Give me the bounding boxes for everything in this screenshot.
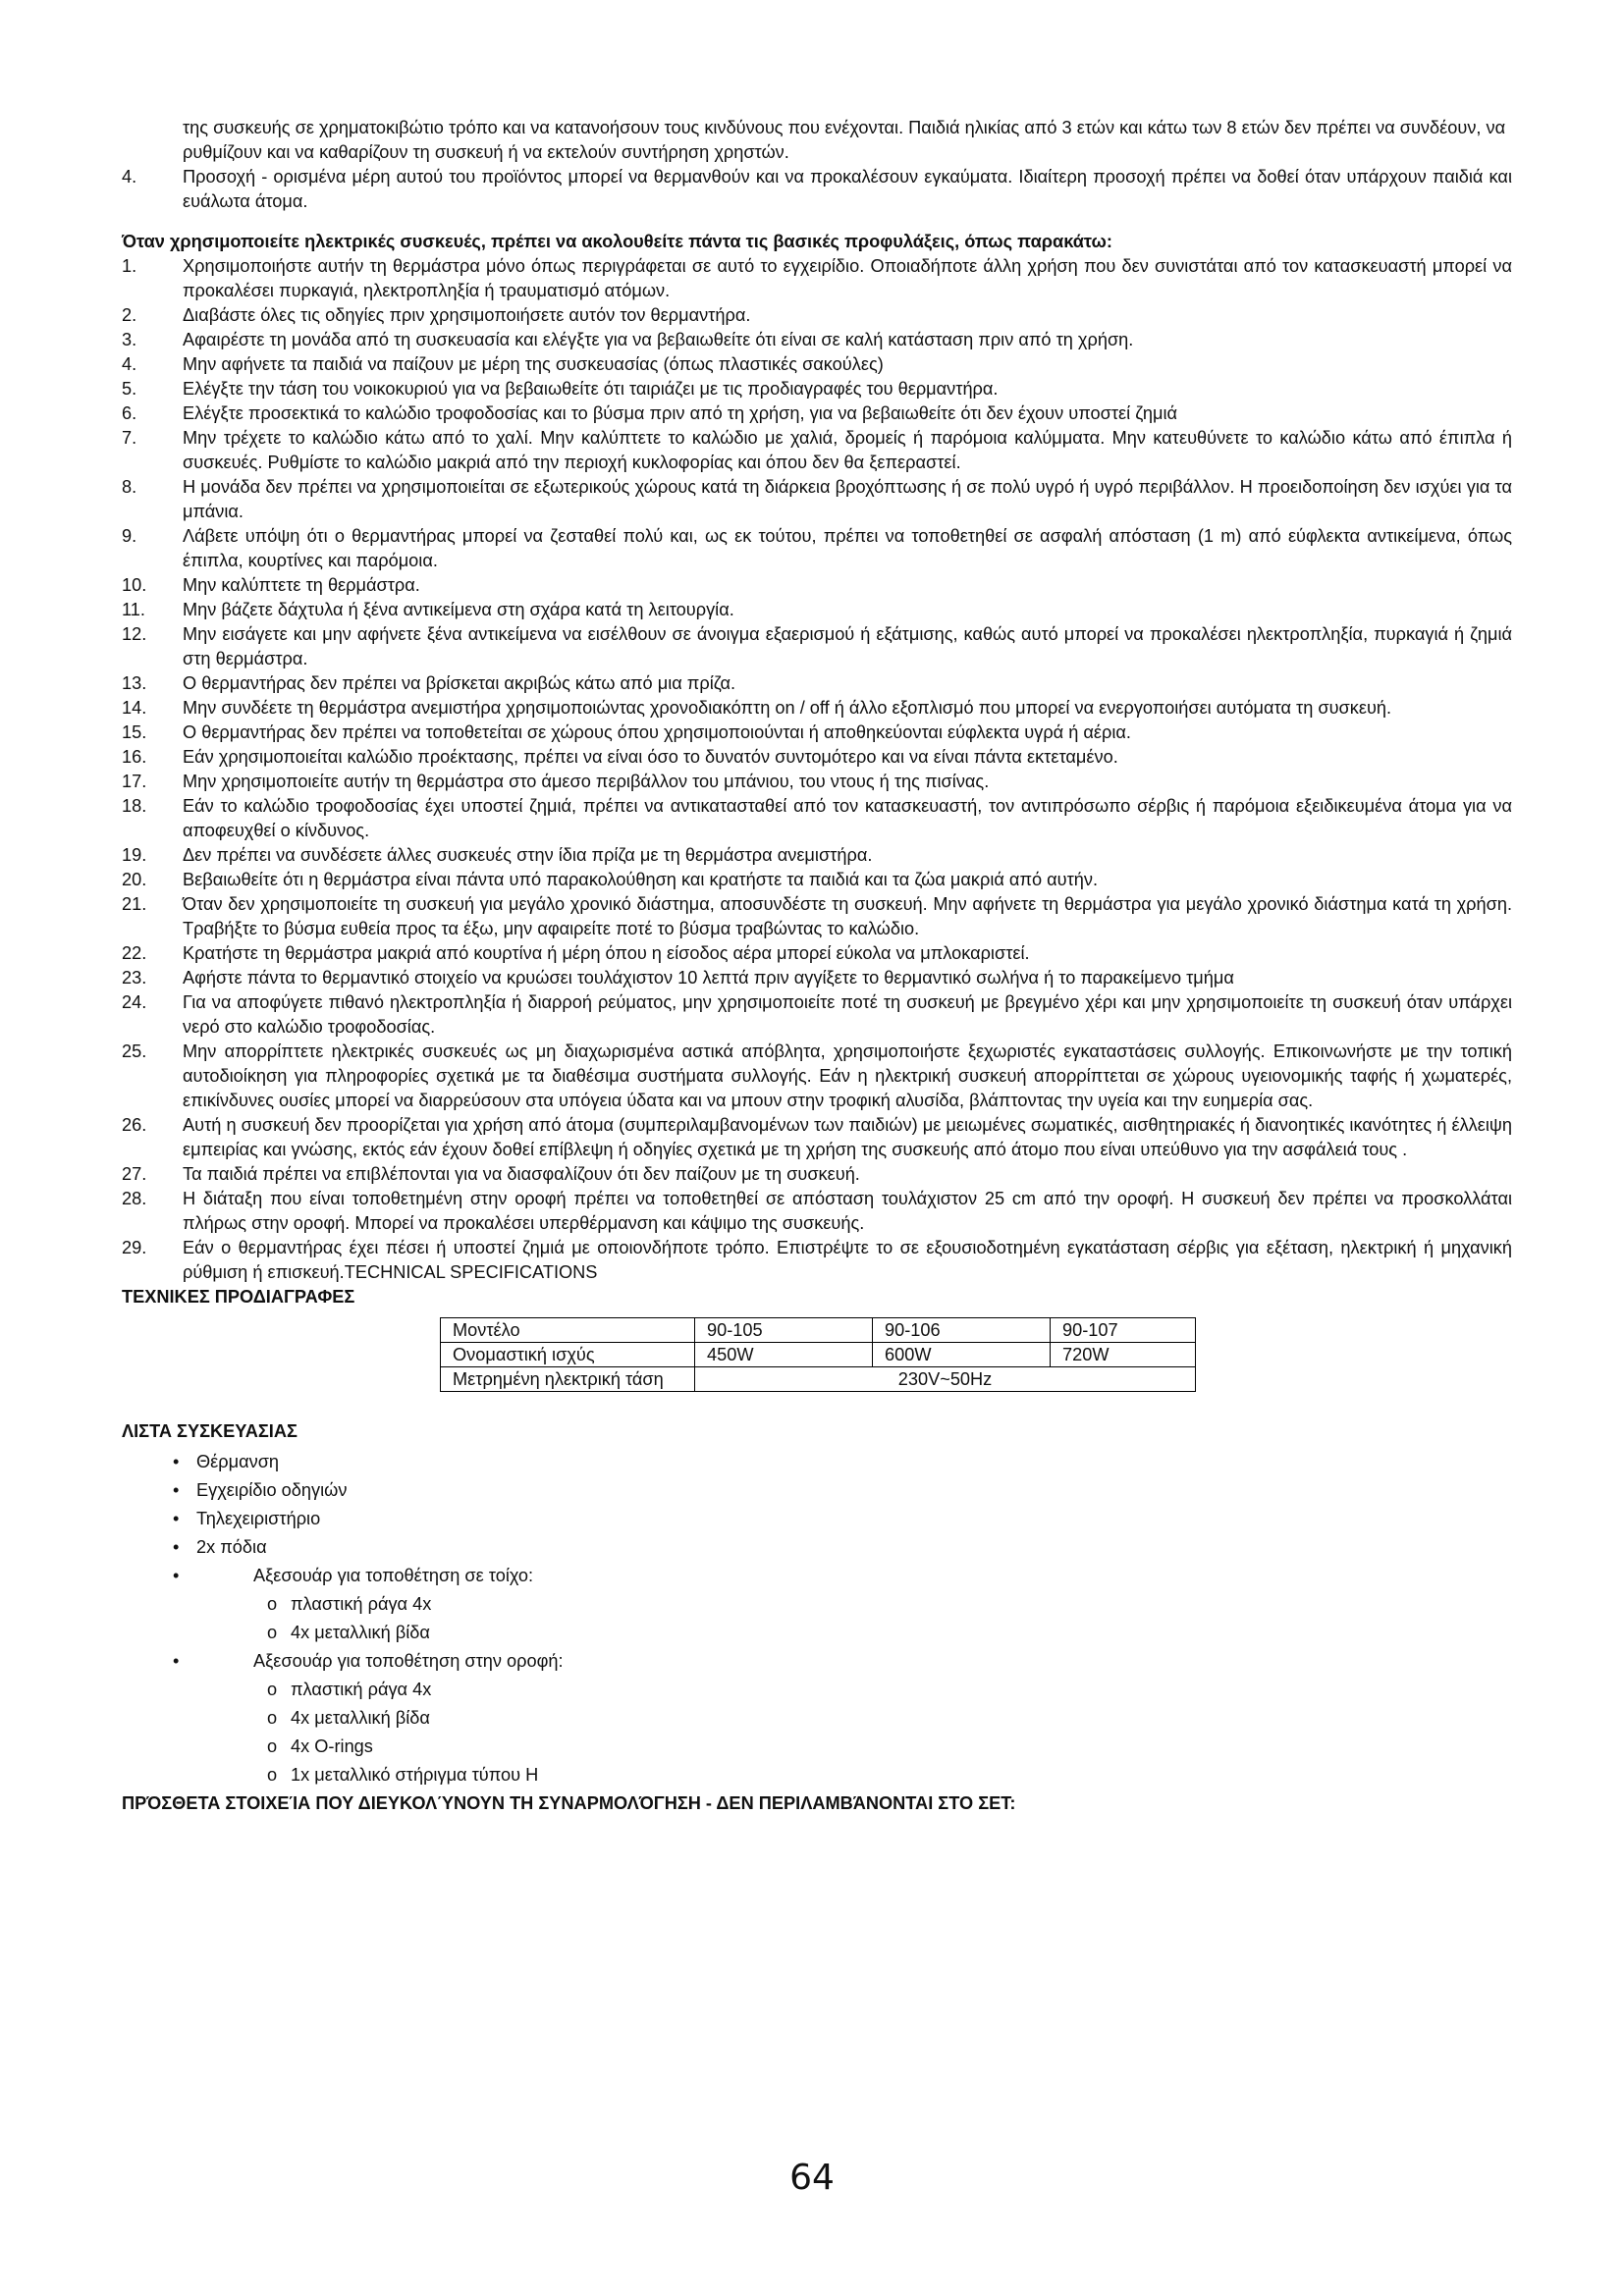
item-text: Ο θερμαντήρας δεν πρέπει να βρίσκεται ακριβώς κάτω από μια πρίζα. bbox=[183, 673, 736, 693]
item-text: Μην αφήνετε τα παιδιά να παίζουν με μέρη της συσκευασίας (όπως πλαστικές σακούλες) bbox=[183, 354, 884, 374]
sub-item: o 4x μεταλλική βίδα bbox=[267, 1619, 1512, 1647]
circle-bullet-icon: o bbox=[267, 1736, 278, 1756]
item-number: 24. bbox=[122, 992, 147, 1012]
safety-item bbox=[122, 401, 1512, 426]
item-number: 21. bbox=[122, 894, 147, 914]
item-text: Εάν το καλώδιο τροφοδοσίας έχει υποστεί ζημιά, πρέπει να αντικατασταθεί από τον κατασκευαστή, τον αντιπρόσωπο σέρβις ή παρόμοια εξειδικευμένα άτομα για να αποφευχθεί ο κίνδυνος. bbox=[183, 796, 1512, 840]
safety-item bbox=[122, 696, 1512, 721]
wall-sublist bbox=[122, 1590, 1512, 1647]
safety-item bbox=[122, 524, 1512, 573]
item-number: 9. bbox=[122, 526, 137, 546]
item-text: Μην καλύπτετε τη θερμάστρα. bbox=[183, 575, 420, 595]
spec-row-power bbox=[441, 1343, 1196, 1367]
item-text: Ελέγξτε προσεκτικά το καλώδιο τροφοδοσίας και το βύσμα πριν από τη χρήση, για να βεβαιωθείτε ότι δεν έχουν υποστεί ζημιά bbox=[183, 403, 1178, 423]
item-number: 26. bbox=[122, 1115, 147, 1135]
spec-model-2: 90-106 bbox=[873, 1318, 1051, 1343]
spec-model-3: 90-107 bbox=[1051, 1318, 1196, 1343]
packing-item: • Θέρμανση bbox=[173, 1448, 1512, 1476]
item-number: 1. bbox=[122, 256, 137, 276]
bullet-icon: • bbox=[173, 1509, 180, 1528]
safety-item bbox=[122, 1113, 1512, 1162]
item-text: Μην τρέχετε το καλώδιο κάτω από το χαλί. Μην καλύπτετε το καλώδιο με χαλιά, δρομείς ή παρόμοια καλύμματα. Μην κατευθύνετε το καλώδιο κάτω από έπιπλα ή συσκευές. Ρυθμίστε το καλώδιο μακριά από την περιοχή κυκλοφορίας και όπου δεν θα ξεπεραστεί. bbox=[183, 428, 1512, 472]
bullet-icon: • bbox=[173, 1566, 180, 1585]
sub-item: o 1x μεταλλικό στήριγμα τύπου H bbox=[267, 1761, 1512, 1789]
bullet-icon: • bbox=[173, 1452, 180, 1471]
circle-bullet-icon: o bbox=[267, 1594, 278, 1614]
safety-item bbox=[122, 328, 1512, 352]
item-text: Αυτή η συσκευή δεν προορίζεται για χρήση από άτομα (συμπεριλαμβανομένων των παιδιών) με μειωμένες σωματικές, αισθητηριακές ή διανοητικές ικανότητες ή έλλειψη εμπειρίας και γνώσης, εκτός εάν έχουν δοθεί επίβλεψη ή οδηγίες σχετικά με τη χρήση της συσκευής από άτομο που είναι υπεύθυνο για την ασφάλειά τους . bbox=[183, 1115, 1512, 1159]
circle-bullet-icon: o bbox=[267, 1765, 278, 1785]
item-text: Εάν ο θερμαντήρας έχει πέσει ή υποστεί ζημιά με οποιονδήποτε τρόπο. Επιστρέψτε το σε εξουσιοδοτημένη εγκατάσταση σέρβις για εξέταση, ηλεκτρική ή μηχανική ρύθμιση ή επισκευή.TECHNICAL SPECIFICATIONS bbox=[183, 1238, 1512, 1282]
item-number: 13. bbox=[122, 673, 147, 693]
safety-item bbox=[122, 868, 1512, 892]
spec-voltage: 230V~50Hz bbox=[695, 1367, 1196, 1392]
sub-item: o πλαστική ράγα 4x bbox=[267, 1590, 1512, 1619]
sub-item: o 4x O-rings bbox=[267, 1733, 1512, 1761]
item-text: Μην χρησιμοποιείτε αυτήν τη θερμάστρα στο άμεσο περιβάλλον του μπάνιου, του ντους ή της πισίνας. bbox=[183, 772, 990, 791]
bullet-icon: • bbox=[173, 1480, 180, 1500]
safety-item bbox=[122, 745, 1512, 770]
item-text: Όταν δεν χρησιμοποιείτε τη συσκευή για μεγάλο χρονικό διάστημα, αποσυνδέστε τη συσκευή. Μην αφήνετε τη θερμάστρα για μεγάλο χρονικό διάστημα κατά τη χρήση. Τραβήξτε το βύσμα ευθεία προς τα έξω, μην αφαιρείτε ποτέ το βύσμα τραβώντας το καλώδιο. bbox=[183, 894, 1512, 938]
item-text: Μην βάζετε δάχτυλα ή ξένα αντικείμενα στη σχάρα κατά τη λειτουργία. bbox=[183, 600, 734, 619]
pre-item bbox=[122, 165, 1512, 214]
item-text: Προσοχή - ορισμένα μέρη αυτού του προϊόντος μπορεί να θερμανθούν και να προκαλέσουν εγκαύματα. Ιδιαίτερη προσοχή πρέπει να δοθεί όταν υπάρχουν παιδιά και ευάλωτα άτομα. bbox=[183, 167, 1512, 211]
safety-heading: Όταν χρησιμοποιείτε ηλεκτρικές συσκευές, πρέπει να ακολουθείτε πάντα τις βασικές προφυλάξεις, όπως παρακάτω: bbox=[122, 232, 1112, 251]
safety-item bbox=[122, 990, 1512, 1040]
item-number: 7. bbox=[122, 428, 137, 448]
safety-item bbox=[122, 254, 1512, 303]
spec-label-power: Ονομαστική ισχύς bbox=[441, 1343, 695, 1367]
item-text: Διαβάστε όλες τις οδηγίες πριν χρησιμοποιήσετε αυτόν τον θερμαντήρα. bbox=[183, 305, 751, 325]
item-number: 12. bbox=[122, 624, 147, 644]
spec-row-model bbox=[441, 1318, 1196, 1343]
item-number: 29. bbox=[122, 1238, 147, 1257]
safety-item bbox=[122, 475, 1512, 524]
spec-power-1: 450W bbox=[695, 1343, 873, 1367]
circle-bullet-icon: o bbox=[267, 1623, 278, 1642]
item-number: 16. bbox=[122, 747, 147, 767]
spec-power-2: 600W bbox=[873, 1343, 1051, 1367]
item-text: Η διάταξη που είναι τοποθετημένη στην οροφή πρέπει να τοποθετηθεί σε απόσταση τουλάχιστον 25 cm από την οροφή. Η συσκευή δεν πρέπει να προσκολλάται πλήρως στην οροφή. Μπορεί να προκαλέσει υπερθέρμανση και κάψιμο της συσκευής. bbox=[183, 1189, 1512, 1233]
item-number: 6. bbox=[122, 403, 137, 423]
item-number: 25. bbox=[122, 1041, 147, 1061]
safety-item bbox=[122, 892, 1512, 941]
item-text: Για να αποφύγετε πιθανό ηλεκτροπληξία ή διαρροή ρεύματος, μην χρησιμοποιείτε ποτέ τη συσκευή με βρεγμένο χέρι και μην χρησιμοποιείτε τη συσκευή όταν υπάρχει νερό στο καλώδιο τροφοδοσίας. bbox=[183, 992, 1512, 1037]
item-text: Τα παιδιά πρέπει να επιβλέπονται για να διασφαλίζουν ότι δεν παίζουν με τη συσκευή. bbox=[183, 1164, 860, 1184]
item-number: 18. bbox=[122, 796, 147, 816]
packing-item: • 2x πόδια bbox=[173, 1533, 1512, 1562]
extra-heading: ΠΡΌΣΘΕΤΑ ΣΤΟΙΧΕΊΑ ΠΟΥ ΔΙΕΥΚΟΛΎΝΟΥΝ ΤΗ ΣΥΝΑΡΜΟΛΌΓΗΣΗ - ΔΕΝ ΠΕΡΙΛΑΜΒΆΝΟΝΤΑΙ ΣΤΟ ΣΕΤ: bbox=[122, 1793, 1016, 1813]
item-number: 22. bbox=[122, 943, 147, 963]
spec-power-3: 720W bbox=[1051, 1343, 1196, 1367]
item-number: 20. bbox=[122, 870, 147, 889]
spec-label-voltage: Μετρημένη ηλεκτρική τάση bbox=[441, 1367, 695, 1392]
safety-item bbox=[122, 941, 1512, 966]
packing-item-ceiling: • Αξεσουάρ για τοποθέτηση στην οροφή: bbox=[173, 1647, 1512, 1676]
item-text: Μην εισάγετε και μην αφήνετε ξένα αντικείμενα να εισέλθουν σε άνοιγμα εξαερισμού ή εξάτμισης, καθώς αυτό μπορεί να προκαλέσει ηλεκτροπληξία, πυρκαγιά ή ζημιά στη θερμάστρα. bbox=[183, 624, 1512, 668]
item-text: Η μονάδα δεν πρέπει να χρησιμοποιείται σε εξωτερικούς χώρους κατά τη διάρκεια βροχόπτωσης ή σε πολύ υγρό ή υγρό περιβάλλον. Η προειδοποίηση δεν ισχύει για τα μπάνια. bbox=[183, 477, 1512, 521]
safety-item bbox=[122, 794, 1512, 843]
packing-list-2 bbox=[122, 1647, 1512, 1676]
item-text: Αφαιρέστε τη μονάδα από τη συσκευασία και ελέγξτε για να βεβαιωθείτε ότι είναι σε καλή κατάσταση πριν από τη χρήση. bbox=[183, 330, 1134, 349]
sub-item: o 4x μεταλλική βίδα bbox=[267, 1704, 1512, 1733]
item-number: 5. bbox=[122, 379, 137, 399]
item-text: Μην απορρίπτετε ηλεκτρικές συσκευές ως μη διαχωρισμένα αστικά απόβλητα, χρησιμοποιήστε ξεχωριστές εγκαταστάσεις συλλογής. Επικοινωνήστε με την τοπική αυτοδιοίκηση για πληροφορίες σχετικά με τα διαθέσιμα συστήματα συλλογής. Εάν η ηλεκτρική συσκευή απορρίπτεται σε χώρους υγειονομικής ταφής ή χωματερές, επικίνδυνες ουσίες μπορεί να διαρρεύσουν στα υπόγεια ύδατα και να μπουν στην τροφική αλυσίδα, βλάπτοντας την υγεία και την ευημερία σας. bbox=[183, 1041, 1512, 1110]
packing-list bbox=[122, 1448, 1512, 1590]
packing-item: • Τηλεχειριστήριο bbox=[173, 1505, 1512, 1533]
ceiling-sublist bbox=[122, 1676, 1512, 1789]
spec-title: ΤΕΧΝΙΚΕΣ ΠΡΟΔΙΑΓΡΑΦΕΣ bbox=[122, 1287, 355, 1307]
sub-item: o πλαστική ράγα 4x bbox=[267, 1676, 1512, 1704]
item-number: 23. bbox=[122, 968, 147, 988]
page-number: 64 bbox=[789, 2158, 835, 2198]
item-number: 3. bbox=[122, 330, 137, 349]
item-text: Βεβαιωθείτε ότι η θερμάστρα είναι πάντα υπό παρακολούθηση και κρατήστε τα παιδιά και τα ζώα μακριά από αυτήν. bbox=[183, 870, 1099, 889]
spec-row-voltage bbox=[441, 1367, 1196, 1392]
packing-title: ΛΙΣΤΑ ΣΥΣΚΕΥΑΣΙΑΣ bbox=[122, 1421, 298, 1441]
item-number: 11. bbox=[122, 600, 145, 619]
safety-list bbox=[122, 254, 1512, 1285]
safety-item bbox=[122, 377, 1512, 401]
item-number: 27. bbox=[122, 1164, 147, 1184]
item-text: Αφήστε πάντα το θερμαντικό στοιχείο να κρυώσει τουλάχιστον 10 λεπτά πριν αγγίξετε το θερμαντικό σωλήνα ή το παρακείμενο τμήμα bbox=[183, 968, 1234, 988]
safety-item bbox=[122, 721, 1512, 745]
item-text: Χρησιμοποιήστε αυτήν τη θερμάστρα μόνο όπως περιγράφεται σε αυτό το εγχειρίδιο. Οποιαδήποτε άλλη χρήση που δεν συνιστάται από τον κατασκευαστή μπορεί να προκαλέσει πυρκαγιά, ηλεκτροπληξία ή τραυματισμό ατόμων. bbox=[183, 256, 1512, 300]
packing-item: • Εγχειρίδιο οδηγιών bbox=[173, 1476, 1512, 1505]
item-number: 2. bbox=[122, 305, 137, 325]
bullet-icon: • bbox=[173, 1651, 180, 1671]
item-number: 8. bbox=[122, 477, 137, 497]
safety-item bbox=[122, 622, 1512, 671]
item-number: 10. bbox=[122, 575, 147, 595]
safety-item bbox=[122, 1187, 1512, 1236]
safety-item bbox=[122, 843, 1512, 868]
item-text: Λάβετε υπόψη ότι ο θερμαντήρας μπορεί να ζεσταθεί πολύ και, ως εκ τούτου, πρέπει να τοποθετηθεί σε ασφαλή απόσταση (1 m) από εύφλεκτα αντικείμενα, όπως έπιπλα, κουρτίνες και παρόμοια. bbox=[183, 526, 1512, 570]
safety-item bbox=[122, 426, 1512, 475]
item-number: 19. bbox=[122, 845, 147, 865]
safety-item bbox=[122, 573, 1512, 598]
bullet-icon: • bbox=[173, 1537, 180, 1557]
safety-item bbox=[122, 598, 1512, 622]
item-text: Ο θερμαντήρας δεν πρέπει να τοποθετείται σε χώρους όπου χρησιμοποιούνται ή αποθηκεύονται εύφλεκτα υγρά ή αέρια. bbox=[183, 722, 1131, 742]
safety-item bbox=[122, 1236, 1512, 1285]
spec-table bbox=[440, 1317, 1196, 1392]
item-number: 14. bbox=[122, 698, 147, 718]
item-number: 4. bbox=[122, 167, 137, 187]
manual-page bbox=[122, 116, 1512, 1816]
item-number: 17. bbox=[122, 772, 147, 791]
item-number: 28. bbox=[122, 1189, 147, 1208]
item-number: 15. bbox=[122, 722, 147, 742]
item-text: Δεν πρέπει να συνδέσετε άλλες συσκευές στην ίδια πρίζα με τη θερμάστρα ανεμιστήρα. bbox=[183, 845, 873, 865]
circle-bullet-icon: o bbox=[267, 1680, 278, 1699]
safety-item bbox=[122, 770, 1512, 794]
packing-item-wall: • Αξεσουάρ για τοποθέτηση σε τοίχο: bbox=[173, 1562, 1512, 1590]
safety-item bbox=[122, 966, 1512, 990]
safety-item bbox=[122, 671, 1512, 696]
safety-item bbox=[122, 303, 1512, 328]
item-text: Κρατήστε τη θερμάστρα μακριά από κουρτίνα ή μέρη όπου η είσοδος αέρα μπορεί εύκολα να μπλοκαριστεί. bbox=[183, 943, 1030, 963]
spec-model-1: 90-105 bbox=[695, 1318, 873, 1343]
item-text: Μην συνδέετε τη θερμάστρα ανεμιστήρα χρησιμοποιώντας χρονοδιακόπτη on / off ή άλλο εξοπλισμό που μπορεί να ενεργοποιήσει αυτόματα τη συσκευή. bbox=[183, 698, 1392, 718]
safety-item bbox=[122, 352, 1512, 377]
safety-item bbox=[122, 1162, 1512, 1187]
item-text: Ελέγξτε την τάση του νοικοκυριού για να βεβαιωθείτε ότι ταιριάζει με τις προδιαγραφές του θερμαντήρα. bbox=[183, 379, 999, 399]
item-number: 4. bbox=[122, 354, 137, 374]
circle-bullet-icon: o bbox=[267, 1708, 278, 1728]
spec-label-model: Μοντέλο bbox=[441, 1318, 695, 1343]
safety-item bbox=[122, 1040, 1512, 1113]
item-text: Εάν χρησιμοποιείται καλώδιο προέκτασης, πρέπει να είναι όσο το δυνατόν συντομότερο και να είναι πάντα εκτεταμένο. bbox=[183, 747, 1118, 767]
intro-paragraph: της συσκευής σε χρηματοκιβώτιο τρόπο και να κατανοήσουν τους κινδύνους που ενέχονται. Παιδιά ηλικίας από 3 ετών και κάτω των 8 ετών δεν πρέπει να συνδέουν, να ρυθμίζουν και να καθαρίζουν τη συσκευή ή να εκτελούν συντήρηση χρηστών. bbox=[183, 118, 1506, 162]
